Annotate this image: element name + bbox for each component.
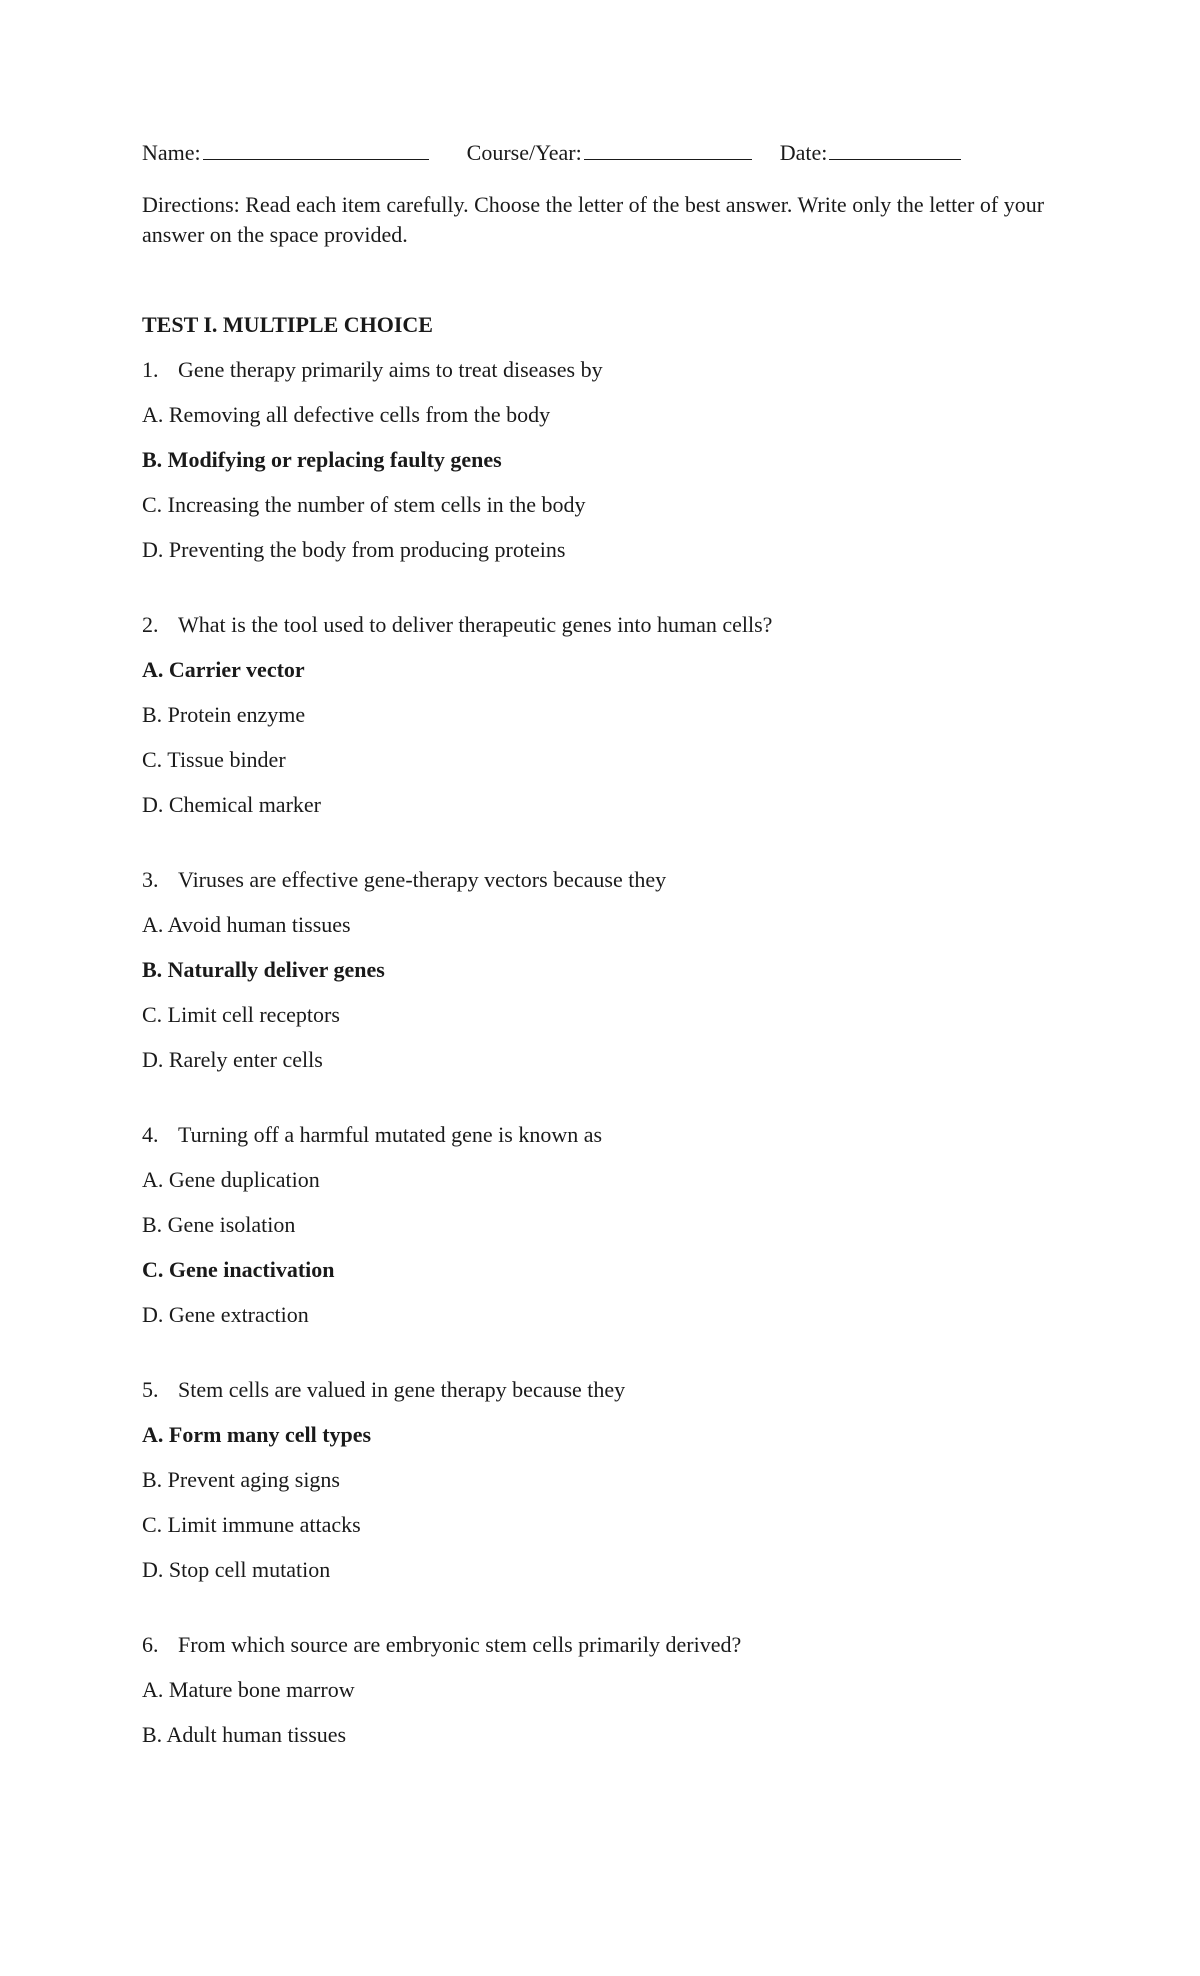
question-text: From which source are embryonic stem cells primarily derived? <box>178 1632 742 1657</box>
answer-option: D. Chemical marker <box>142 792 321 817</box>
answer-option: D. Stop cell mutation <box>142 1557 331 1582</box>
directions-text: Directions: Read each item carefully. Choose the letter of the best answer. Write only the letter of your answer on the space provided. <box>142 192 1045 247</box>
answer-option: D. Gene extraction <box>142 1302 309 1327</box>
answer-option: B. Gene isolation <box>142 1212 296 1237</box>
question-text: What is the tool used to deliver therapeutic genes into human cells? <box>178 612 773 637</box>
answer-option-correct: C. Gene inactivation <box>142 1257 335 1282</box>
answer-option-correct: A. Carrier vector <box>142 657 305 682</box>
student-info-header <box>142 138 1062 174</box>
question-number: 4. <box>142 1122 159 1147</box>
question-stem <box>142 610 1062 640</box>
date-field <box>780 138 962 168</box>
question-2 <box>142 610 1062 820</box>
question-stem <box>142 1630 1062 1660</box>
answer-option: B. Adult human tissues <box>142 1722 347 1747</box>
question-list <box>142 355 1062 1750</box>
question-number: 6. <box>142 1632 159 1657</box>
name-blank-line <box>203 139 429 160</box>
question-stem <box>142 1120 1062 1150</box>
quiz-page <box>142 138 1062 1750</box>
answer-option: B. Protein enzyme <box>142 702 306 727</box>
answer-option: D. Rarely enter cells <box>142 1047 323 1072</box>
question-text: Viruses are effective gene-therapy vectors because they <box>178 867 667 892</box>
question-1 <box>142 355 1062 565</box>
answer-option-correct: A. Form many cell types <box>142 1422 372 1447</box>
question-6 <box>142 1630 1062 1750</box>
course-year-field <box>467 138 752 168</box>
answer-option: C. Increasing the number of stem cells in the body <box>142 492 586 517</box>
course-year-blank-line <box>584 139 752 160</box>
question-stem <box>142 355 1062 385</box>
question-stem <box>142 1375 1062 1405</box>
answer-option: C. Limit immune attacks <box>142 1512 361 1537</box>
date-label: Date: <box>779 140 828 165</box>
answer-option-correct: B. Naturally deliver genes <box>142 957 385 982</box>
answer-option: C. Tissue binder <box>142 747 286 772</box>
test-title: TEST I. MULTIPLE CHOICE <box>142 312 433 337</box>
date-blank-line <box>829 139 961 160</box>
question-stem <box>142 865 1062 895</box>
question-number: 2. <box>142 612 159 637</box>
question-text: Stem cells are valued in gene therapy because they <box>178 1377 626 1402</box>
question-3 <box>142 865 1062 1075</box>
answer-option: A. Gene duplication <box>142 1167 320 1192</box>
question-text: Gene therapy primarily aims to treat diseases by <box>178 357 603 382</box>
question-number: 5. <box>142 1377 159 1402</box>
answer-option: A. Removing all defective cells from the body <box>142 402 551 427</box>
course-year-label: Course/Year: <box>466 140 582 165</box>
question-number: 3. <box>142 867 159 892</box>
question-4 <box>142 1120 1062 1330</box>
name-field <box>142 138 429 168</box>
name-label: Name: <box>142 140 201 165</box>
answer-option-correct: B. Modifying or replacing faulty genes <box>142 447 502 472</box>
answer-option: B. Prevent aging signs <box>142 1467 340 1492</box>
question-5 <box>142 1375 1062 1585</box>
answer-option: A. Avoid human tissues <box>142 912 351 937</box>
answer-option: D. Preventing the body from producing proteins <box>142 537 566 562</box>
answer-option: A. Mature bone marrow <box>142 1677 355 1702</box>
question-number: 1. <box>142 357 159 382</box>
answer-option: C. Limit cell receptors <box>142 1002 340 1027</box>
question-text: Turning off a harmful mutated gene is known as <box>178 1122 603 1147</box>
